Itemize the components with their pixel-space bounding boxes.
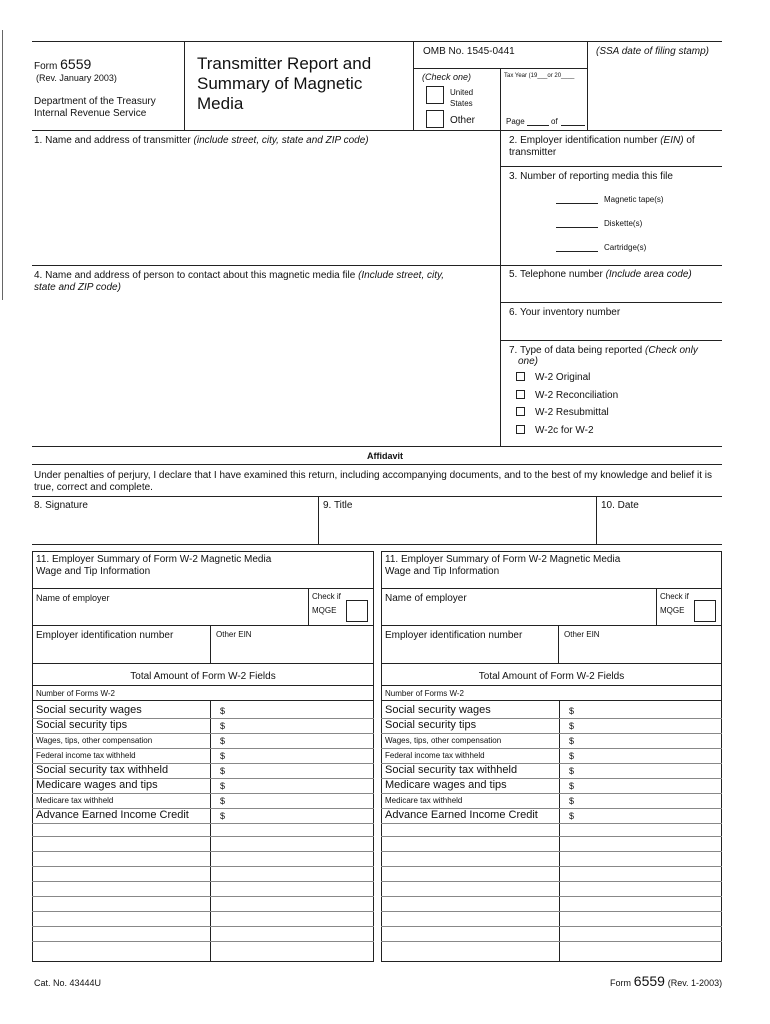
- right-blank-row-rule: [381, 941, 722, 942]
- affidavit-text-1: Under penalties of perjury, I declare that I have examined this return, including accompanying documents, and to the best of my knowledge and belief it is: [34, 470, 712, 481]
- left-dollar-sign: $: [220, 796, 226, 806]
- right-heading-rule: [381, 588, 722, 589]
- right-row-label: Advance Earned Income Credit: [385, 809, 538, 821]
- w2-resubmittal-checkbox[interactable]: [516, 407, 525, 416]
- reporting-media-label: 3. Number of reporting media this file: [509, 171, 673, 182]
- data-type-hint: one): [518, 356, 539, 367]
- right-amount-field[interactable]: [579, 703, 718, 717]
- signature-divider-2: [596, 496, 597, 544]
- contact-person-label: 4. Name and address of person to contact about this magnetic media file (Include street, city,: [34, 270, 445, 281]
- right-row-label: Medicare tax withheld: [385, 796, 463, 805]
- contact-person-hint: state and ZIP code): [34, 282, 121, 293]
- right-mqge-divider: [656, 588, 657, 625]
- right-row-label: Wages, tips, other compensation: [385, 736, 502, 745]
- right-number-forms-label: Number of Forms W-2: [385, 689, 464, 698]
- tax-year-label: Tax Year (19___or 20____: [504, 73, 575, 79]
- sec6-bottom-rule: [500, 340, 722, 341]
- left-row-rule: [32, 823, 374, 824]
- right-amount-field[interactable]: [579, 763, 718, 777]
- header-divider-2: [413, 41, 414, 130]
- cartridge-field[interactable]: [556, 251, 598, 252]
- form-title-line1: Transmitter Report and: [197, 54, 372, 73]
- right-row-label: Social security tax withheld: [385, 764, 518, 776]
- left-blank-row-rule: [32, 896, 374, 897]
- form-title-line3: Media: [197, 94, 244, 113]
- header-bottom-rule: [32, 130, 722, 131]
- left-check-if-label: Check if: [312, 592, 341, 601]
- ein-transmitter-label: 2. Employer identification number (EIN) of: [509, 135, 695, 146]
- w2c-label: W-2c for W-2: [535, 425, 594, 436]
- right-row-label: Medicare wages and tips: [385, 779, 507, 791]
- left-number-forms-label: Number of Forms W-2: [36, 689, 115, 698]
- page-edge-line: [2, 30, 3, 300]
- header-divider-1: [184, 41, 185, 130]
- left-dollar-sign: $: [220, 706, 226, 716]
- left-blank-row-rule: [32, 881, 374, 882]
- left-amount-field[interactable]: [230, 718, 370, 732]
- left-amount-field[interactable]: [230, 808, 370, 822]
- right-blank-row-rule: [381, 866, 722, 867]
- left-blank-row-rule: [32, 941, 374, 942]
- left-amount-field[interactable]: [230, 793, 370, 807]
- right-dollar-sign: $: [569, 796, 575, 806]
- right-amount-field[interactable]: [579, 808, 718, 822]
- left-dollar-sign: $: [220, 781, 226, 791]
- right-amount-field[interactable]: [579, 793, 718, 807]
- left-blank-row-rule: [32, 926, 374, 927]
- states-label: States: [450, 99, 473, 108]
- left-blank-row-rule: [32, 911, 374, 912]
- right-dollar-sign: $: [569, 751, 575, 761]
- left-mqge-checkbox[interactable]: [346, 600, 368, 622]
- data-type-label: 7. Type of data being reported (Check only: [509, 345, 698, 356]
- right-amount-field[interactable]: [579, 733, 718, 747]
- right-total-amount-label: Total Amount of Form W-2 Fields: [478, 671, 625, 682]
- right-amount-field[interactable]: [579, 718, 718, 732]
- right-blank-row-rule: [381, 881, 722, 882]
- left-row-label: Advance Earned Income Credit: [36, 809, 189, 821]
- taxyear-divider: [500, 68, 501, 130]
- ssa-stamp-label: (SSA date of filing stamp): [596, 46, 710, 57]
- right-blank-row-rule: [381, 896, 722, 897]
- left-total-amount-label: Total Amount of Form W-2 Fields: [130, 671, 276, 682]
- left-amount-divider: [210, 700, 211, 962]
- footer-form-id: Form 6559 (Rev. 1-2003): [610, 973, 723, 989]
- left-blank-row-rule: [32, 851, 374, 852]
- w2c-checkbox[interactable]: [516, 425, 525, 434]
- right-employer-rule: [381, 625, 722, 626]
- magnetic-tape-label: Magnetic tape(s): [604, 195, 664, 204]
- affidavit-text-2: true, correct and complete.: [34, 482, 153, 493]
- right-blank-row-rule: [381, 926, 722, 927]
- affidavit-rule: [32, 464, 722, 465]
- irs-name: Internal Revenue Service: [34, 108, 147, 119]
- signature-top-rule: [32, 496, 722, 497]
- left-amount-field[interactable]: [230, 703, 370, 717]
- page-total-field[interactable]: [561, 125, 585, 126]
- right-mqge-checkbox[interactable]: [694, 600, 716, 622]
- right-ein-label: Employer identification number: [385, 630, 523, 641]
- affidavit-title: Affidavit: [367, 451, 403, 461]
- right-summary-heading-2: Wage and Tip Information: [385, 566, 500, 577]
- right-amount-field[interactable]: [579, 778, 718, 792]
- cartridge-label: Cartridge(s): [604, 243, 647, 252]
- right-row-label: Social security wages: [385, 704, 491, 716]
- magnetic-tape-field[interactable]: [556, 203, 598, 204]
- header-top-rule: [32, 41, 722, 42]
- right-row-rule: [381, 823, 722, 824]
- check-one-label: (Check one): [422, 72, 472, 82]
- left-ein-rule: [32, 663, 374, 664]
- right-blank-row-rule: [381, 851, 722, 852]
- catalog-number: Cat. No. 43444U: [34, 978, 102, 988]
- w2-original-label: W-2 Original: [535, 372, 591, 383]
- united-label: United: [450, 88, 474, 97]
- other-label: Other: [450, 115, 476, 126]
- transmitter-name-label: 1. Name and address of transmitter (include street, city, state and ZIP code): [34, 135, 369, 146]
- middle-column-divider: [500, 130, 501, 446]
- right-other-ein-label: Other EIN: [564, 630, 600, 639]
- diskette-label: Diskette(s): [604, 219, 643, 228]
- w2-reconciliation-checkbox[interactable]: [516, 390, 525, 399]
- telephone-label: 5. Telephone number (Include area code): [509, 269, 692, 280]
- right-employer-name-label: Name of employer: [385, 593, 467, 604]
- ein-transmitter-label-2: transmitter: [509, 147, 557, 158]
- form-title-line2: Summary of Magnetic: [197, 74, 363, 93]
- left-mqge-label: MQGE: [312, 606, 337, 615]
- right-dollar-sign: $: [569, 766, 575, 776]
- right-blank-row-rule: [381, 836, 722, 837]
- signature-bottom-rule: [32, 544, 722, 545]
- right-dollar-sign: $: [569, 706, 575, 716]
- w2-resubmittal-label: W-2 Resubmittal: [535, 407, 609, 418]
- left-total-rule: [32, 685, 374, 686]
- signature-label: 8. Signature: [34, 500, 88, 511]
- right-ein-rule: [381, 663, 722, 664]
- left-row-label: Social security tax withheld: [36, 764, 169, 776]
- united-states-checkbox[interactable]: [426, 86, 444, 104]
- left-summary-heading-2: Wage and Tip Information: [36, 566, 151, 577]
- date-label: 10. Date: [601, 500, 639, 511]
- right-forms-rule: [381, 700, 722, 701]
- sec2-bottom-rule: [500, 166, 722, 167]
- dept-treasury: Department of the Treasury: [34, 96, 156, 107]
- page-label: Page: [506, 117, 525, 126]
- left-other-ein-label: Other EIN: [216, 630, 252, 639]
- right-amount-field[interactable]: [579, 748, 718, 762]
- right-blank-row-rule: [381, 911, 722, 912]
- left-employer-rule: [32, 625, 374, 626]
- right-dollar-sign: $: [569, 721, 575, 731]
- omb-number: OMB No. 1545-0441: [423, 46, 515, 57]
- sec5-bottom-rule: [500, 302, 722, 303]
- left-row-label: Wages, tips, other compensation: [36, 736, 153, 745]
- w2-original-checkbox[interactable]: [516, 372, 525, 381]
- form-revision: (Rev. January 2003): [36, 73, 117, 83]
- header-divider-3: [587, 41, 588, 130]
- left-amount-field[interactable]: [230, 748, 370, 762]
- title-label: 9. Title: [323, 500, 353, 511]
- left-ein-divider: [210, 625, 211, 663]
- left-dollar-sign: $: [220, 721, 226, 731]
- left-forms-rule: [32, 700, 374, 701]
- right-mqge-label: MQGE: [660, 606, 685, 615]
- right-dollar-sign: $: [569, 781, 575, 791]
- left-summary-heading-1: 11. Employer Summary of Form W-2 Magnetic Media: [36, 554, 272, 565]
- left-heading-rule: [32, 588, 374, 589]
- right-total-rule: [381, 685, 722, 686]
- right-summary-heading-1: 11. Employer Summary of Form W-2 Magnetic Media: [385, 554, 621, 565]
- of-label: of: [551, 117, 558, 126]
- right-row-label: Federal income tax withheld: [385, 751, 485, 760]
- left-employer-name-label: Name of employer: [36, 593, 110, 603]
- inventory-number-label: 6. Your inventory number: [509, 307, 621, 318]
- diskette-field[interactable]: [556, 227, 598, 228]
- left-dollar-sign: $: [220, 751, 226, 761]
- left-amount-field[interactable]: [230, 778, 370, 792]
- page-number-field[interactable]: [527, 125, 549, 126]
- form-id: Form 6559: [34, 56, 92, 72]
- right-row-label: Social security tips: [385, 719, 477, 731]
- w2-reconciliation-label: W-2 Reconciliation: [535, 390, 619, 401]
- right-check-if-label: Check if: [660, 592, 689, 601]
- left-row-label: Federal income tax withheld: [36, 751, 136, 760]
- signature-divider-1: [318, 496, 319, 544]
- sec4-top-rule: [32, 265, 722, 266]
- left-ein-label: Employer identification number: [36, 630, 174, 641]
- left-blank-row-rule: [32, 866, 374, 867]
- right-dollar-sign: $: [569, 811, 575, 821]
- other-checkbox[interactable]: [426, 110, 444, 128]
- right-amount-divider: [559, 700, 560, 962]
- left-amount-field[interactable]: [230, 733, 370, 747]
- right-dollar-sign: $: [569, 736, 575, 746]
- left-row-label: Medicare tax withheld: [36, 796, 114, 805]
- sec7-bottom-rule: [32, 446, 722, 447]
- left-row-label: Social security tips: [36, 719, 128, 731]
- left-blank-row-rule: [32, 836, 374, 837]
- left-dollar-sign: $: [220, 736, 226, 746]
- left-amount-field[interactable]: [230, 763, 370, 777]
- left-mqge-divider: [308, 588, 309, 625]
- left-row-label: Social security wages: [36, 704, 142, 716]
- left-row-label: Medicare wages and tips: [36, 779, 158, 791]
- left-dollar-sign: $: [220, 811, 226, 821]
- left-dollar-sign: $: [220, 766, 226, 776]
- right-ein-divider: [558, 625, 559, 663]
